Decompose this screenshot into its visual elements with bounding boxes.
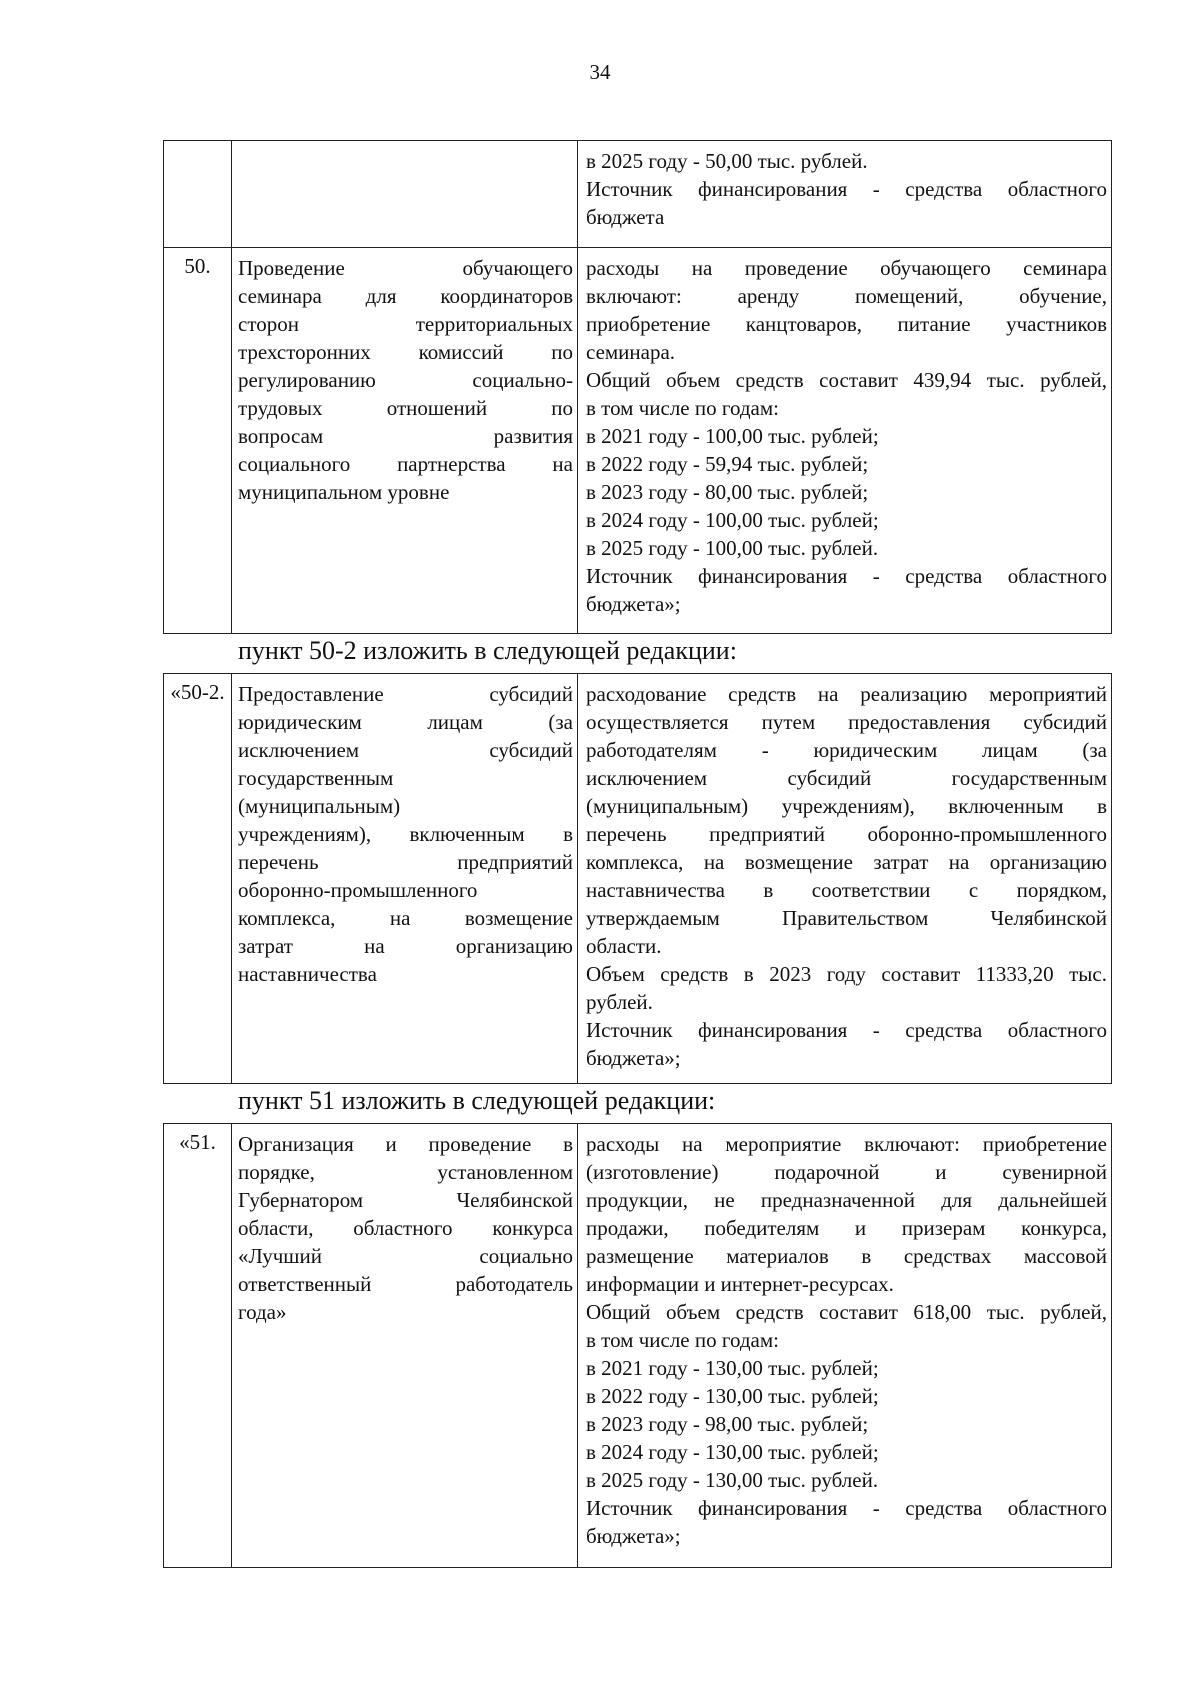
text-line: Источник финансирования - средства областного (586, 564, 1107, 588)
text-line: вопросам развития (238, 424, 573, 448)
row-description-cell (578, 141, 1112, 248)
text-line: трудовых отношений по (238, 396, 573, 420)
table-item-50-2 (163, 673, 1112, 1084)
text-line: осуществляется путем предоставления субсидий (586, 710, 1107, 734)
row-number: «50-2. (164, 674, 232, 1084)
text-line: Общий объем средств составит 618,00 тыс. рублей, (586, 1300, 1107, 1324)
text-line: Источник финансирования - средства областного (586, 1496, 1107, 1520)
table-row-50 (164, 248, 1112, 634)
text-line: Организация и проведение в (238, 1132, 573, 1156)
text-line: Источник финансирования - средства областного (586, 177, 1107, 201)
text-line: семинара. (586, 340, 676, 364)
table-items-50 (163, 140, 1112, 634)
text-line: расходы на проведение обучающего семинара (586, 256, 1107, 280)
text-line: Проведение обучающего (238, 256, 573, 280)
text-line: в 2025 году - 50,00 тыс. рублей. (586, 149, 868, 173)
text-line: в 2025 году - 100,00 тыс. рублей. (586, 536, 879, 560)
text-line: перечень предприятий (238, 850, 573, 874)
text-line: исключением субсидий (238, 738, 573, 762)
text-line: в 2021 году - 130,00 тыс. рублей; (586, 1356, 879, 1380)
text-line: наставничества в соответствии с порядком, (586, 878, 1107, 902)
text-line: бюджета»; (586, 1046, 681, 1070)
text-line: в 2023 году - 98,00 тыс. рублей; (586, 1412, 869, 1436)
text-line: порядке, установленном (238, 1160, 573, 1184)
text-line: «Лучший социально (238, 1244, 573, 1268)
text-line: области. (586, 934, 662, 958)
text-line: рублей. (586, 990, 653, 1014)
page-number: 34 (589, 60, 611, 84)
text-line: комплекса, на возмещение (238, 906, 573, 930)
table-row-continuation (164, 141, 1112, 248)
text-line: области, областного конкурса (238, 1216, 573, 1240)
text-line: включают: аренду помещений, обучение, (586, 284, 1107, 308)
text-line: оборонно-промышленного (238, 878, 478, 902)
description-lines (586, 147, 1107, 231)
text-line: бюджета»; (586, 1524, 681, 1548)
table-row-51 (164, 1124, 1112, 1568)
row-number-cell (164, 141, 232, 248)
text-line: информации и интернет-ресурсах. (586, 1272, 894, 1296)
text-line: (муниципальным) (238, 794, 401, 818)
description-lines (586, 254, 1107, 618)
text-line: семинара для координаторов (238, 284, 573, 308)
text-line: бюджета (586, 205, 665, 229)
description-lines (586, 1130, 1107, 1550)
text-line: в том числе по годам: (586, 1328, 779, 1352)
amendment-note-51: пункт 51 изложить в следующей редакции: (238, 1086, 716, 1115)
text-line: (муниципальным) учреждениям), включенным в (586, 794, 1107, 818)
text-line: Общий объем средств составит 439,94 тыс. рублей, (586, 368, 1107, 392)
text-line: исключением субсидий государственным (586, 766, 1107, 790)
text-line: расходование средств на реализацию мероприятий (586, 682, 1107, 706)
text-line: комплекса, на возмещение затрат на организацию (586, 850, 1107, 874)
text-line: продукции, не предназначенной для дальнейшей (586, 1188, 1107, 1212)
name-lines (238, 254, 573, 506)
text-line: (изготовление) подарочной и сувенирной (586, 1160, 1107, 1184)
text-line: Губернатором Челябинской (238, 1188, 573, 1212)
text-line: ответственный работодатель (238, 1272, 573, 1296)
text-line: работодателям - юридическим лицам (за (586, 738, 1107, 762)
text-line: перечень предприятий оборонно-промышленного (586, 822, 1107, 846)
row-name-cell (232, 141, 578, 248)
text-line: в 2021 году - 100,00 тыс. рублей; (586, 424, 879, 448)
name-lines (238, 1130, 573, 1326)
description-lines (586, 680, 1107, 1072)
table-item-51 (163, 1123, 1112, 1568)
text-line: затрат на организацию (238, 934, 573, 958)
text-line: расходы на мероприятие включают: приобретение (586, 1132, 1107, 1156)
text-line: бюджета»; (586, 592, 681, 616)
text-line: учреждениям), включенным в (238, 822, 573, 846)
text-line: государственным (238, 766, 394, 790)
name-lines (238, 680, 573, 988)
text-line: регулированию социально- (238, 368, 573, 392)
row-description (578, 674, 1112, 1084)
text-line: утверждаемым Правительством Челябинской (586, 906, 1107, 930)
text-line: наставничества (238, 962, 377, 986)
text-line: в 2024 году - 130,00 тыс. рублей; (586, 1440, 879, 1464)
row-description (578, 1124, 1112, 1568)
row-description (578, 248, 1112, 634)
text-line: сторон территориальных (238, 312, 573, 336)
row-number: 50. (164, 248, 232, 634)
text-line: Объем средств в 2023 году составит 11333,20 тыс. (586, 962, 1107, 986)
row-name (232, 248, 578, 634)
text-line: в 2024 году - 100,00 тыс. рублей; (586, 508, 879, 532)
text-line: в 2023 году - 80,00 тыс. рублей; (586, 480, 869, 504)
row-name (232, 1124, 578, 1568)
text-line: продажи, победителям и призерам конкурса, (586, 1216, 1107, 1240)
row-number: «51. (164, 1124, 232, 1568)
text-line: в 2022 году - 59,94 тыс. рублей; (586, 452, 869, 476)
text-line: Предоставление субсидий (238, 682, 573, 706)
amendment-note-50-2: пункт 50-2 изложить в следующей редакции: (238, 636, 737, 665)
text-line: трехсторонних комиссий по (238, 340, 573, 364)
text-line: года» (238, 1300, 287, 1324)
text-line: социального партнерства на (238, 452, 573, 476)
text-line: юридическим лицам (за (238, 710, 573, 734)
text-line: в том числе по годам: (586, 396, 779, 420)
text-line: приобретение канцтоваров, питание участников (586, 312, 1107, 336)
text-line: Источник финансирования - средства областного (586, 1018, 1107, 1042)
text-line: муниципальном уровне (238, 480, 450, 504)
text-line: в 2025 году - 130,00 тыс. рублей. (586, 1468, 879, 1492)
text-line: в 2022 году - 130,00 тыс. рублей; (586, 1384, 879, 1408)
table-row-50-2 (164, 674, 1112, 1084)
text-line: размещение материалов в средствах массовой (586, 1244, 1107, 1268)
row-name (232, 674, 578, 1084)
